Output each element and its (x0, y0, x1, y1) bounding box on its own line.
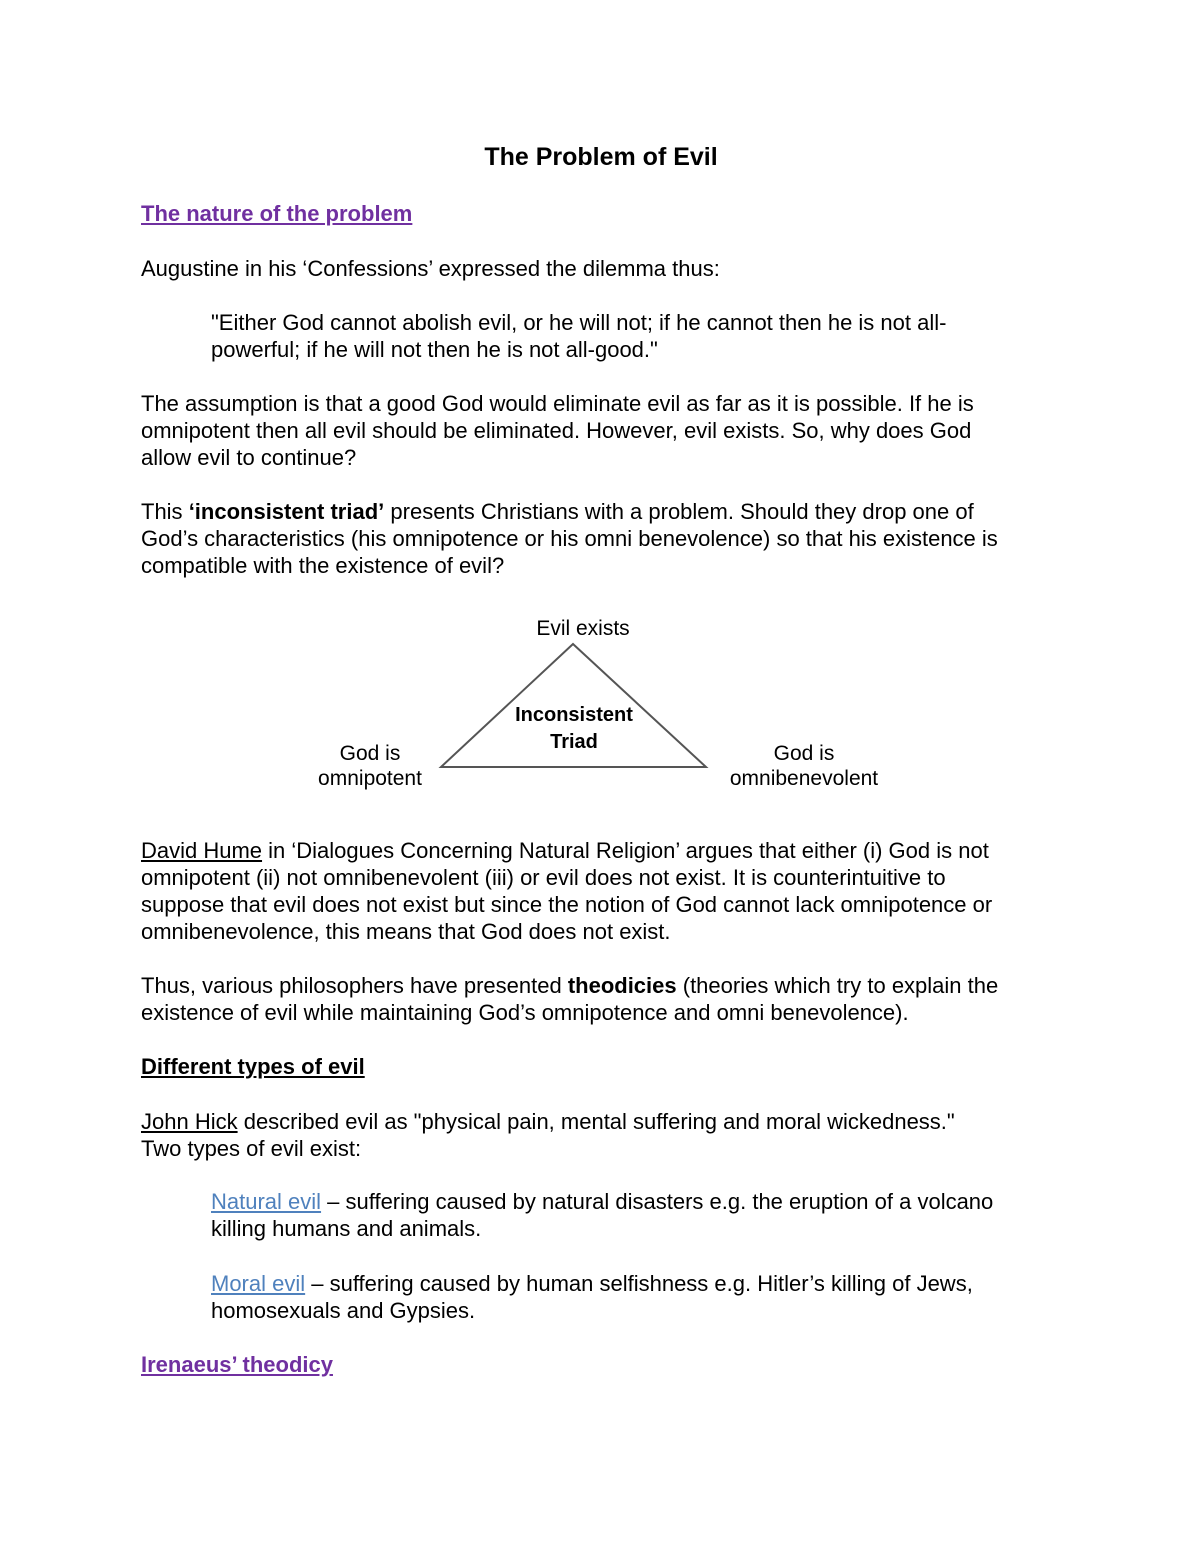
paragraph-line (141, 1108, 1061, 1135)
text-run: in ‘Dialogues Concerning Natural Religion’ argues that either (i) God is not (262, 838, 989, 863)
label-line: omnipotent (318, 767, 422, 790)
text-run: presents Christians with a problem. Should they drop one of (384, 499, 974, 524)
text-run: – suffering caused by natural disasters e.g. the eruption of a volcano (321, 1189, 994, 1214)
paragraph-line: omnipotent then all evil should be eliminated. However, evil exists. So, why does God (141, 418, 972, 443)
triad-paragraph (141, 498, 1061, 579)
moral-evil-link[interactable]: Moral evil (211, 1271, 306, 1296)
label-line: God is (773, 742, 835, 765)
triad-term: ‘inconsistent triad’ (188, 499, 385, 524)
page-title: The Problem of Evil (484, 143, 718, 171)
triad-center-label (503, 702, 645, 756)
inconsistent-triad-diagram (141, 600, 1061, 800)
theodicies-paragraph (141, 972, 1061, 1026)
text-run: (theories which try to explain the (676, 973, 999, 998)
label-line: Inconsistent (515, 704, 633, 726)
paragraph-line: God’s characteristics (his omnipotence or his omni benevolence) so that his existence is (141, 526, 998, 551)
natural-evil-link[interactable]: Natural evil (211, 1189, 322, 1214)
paragraph-line: suppose that evil does not exist but since the notion of God cannot lack omnipotence or (141, 892, 993, 917)
label-line: God is (339, 742, 401, 765)
quote-line: "Either God cannot abolish evil, or he will not; if he cannot then he is not all- (211, 310, 947, 335)
paragraph-line: killing humans and animals. (211, 1216, 482, 1241)
paragraph-line: homosexuals and Gypsies. (211, 1298, 476, 1323)
triad-label-omnipotent (307, 741, 433, 791)
natural-evil-item (211, 1188, 1061, 1242)
paragraph-line (141, 498, 1061, 525)
hume-paragraph (141, 837, 1061, 945)
section-heading-nature: The nature of the problem (141, 201, 413, 226)
quote-line: powerful; if he will not then he is not all-good." (211, 337, 658, 362)
paragraph-line: compatible with the existence of evil? (141, 553, 505, 578)
paragraph-line: allow evil to continue? (141, 445, 357, 470)
paragraph-line (211, 1188, 1061, 1215)
theodicies-term: theodicies (567, 973, 677, 998)
paragraph-line: Two types of evil exist: (141, 1136, 362, 1161)
augustine-intro: Augustine in his ‘Confessions’ expressed the dilemma thus: (141, 256, 720, 281)
moral-evil-item (211, 1270, 1061, 1324)
label-line: omnibenevolent (729, 767, 879, 790)
text-run: This (141, 499, 189, 524)
text-run: Thus, various philosophers have presented (141, 973, 568, 998)
text-run: – suffering caused by human selfishness e.g. Hitler’s killing of Jews, (305, 1271, 973, 1296)
paragraph-line: omnipotent (ii) not omnibenevolent (iii) or evil does not exist. It is counterintuitive to (141, 865, 946, 890)
hick-paragraph (141, 1108, 1061, 1162)
hick-name: John Hick (141, 1109, 238, 1134)
augustine-quote (211, 309, 1061, 363)
assumption-paragraph (141, 390, 1061, 471)
paragraph-line (211, 1270, 1061, 1297)
paragraph-line (141, 837, 1061, 864)
label-line: Triad (550, 731, 598, 753)
paragraph-line: The assumption is that a good God would eliminate evil as far as it is possible. If he is (141, 391, 974, 416)
hume-name: David Hume (141, 838, 263, 863)
paragraph-line: existence of evil while maintaining God’s omnipotence and omni benevolence). (141, 1000, 909, 1025)
section-heading-irenaeus: Irenaeus’ theodicy (141, 1352, 333, 1377)
section-heading-types: Different types of evil (141, 1054, 365, 1079)
text-run: described evil as "physical pain, mental suffering and moral wickedness." (237, 1109, 955, 1134)
paragraph-line: omnibenevolence, this means that God does not exist. (141, 919, 671, 944)
triad-label-omnibenevolent (726, 741, 882, 791)
paragraph-line (141, 972, 1061, 999)
triad-label-evil-exists: Evil exists (536, 617, 630, 640)
